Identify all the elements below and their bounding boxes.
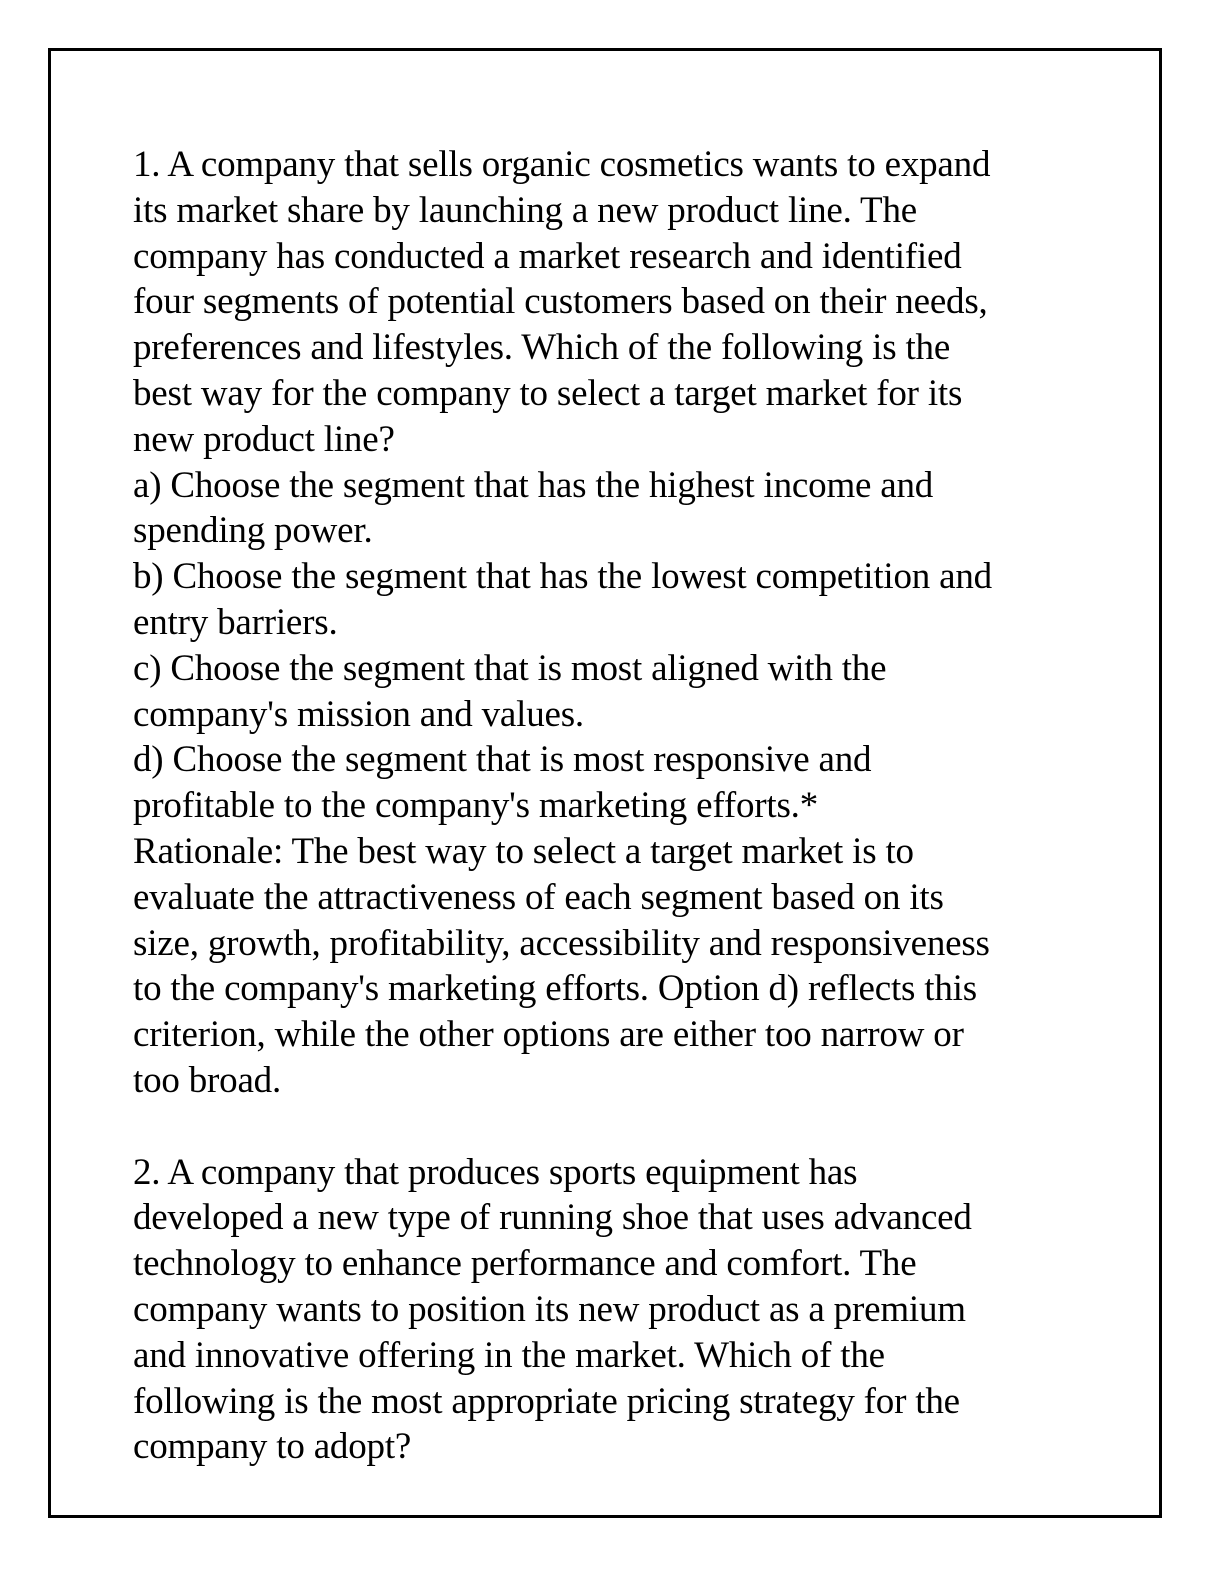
text-line: size, growth, profitability, accessibility and responsiveness xyxy=(133,922,990,964)
text-line: d) Choose the segment that is most responsive and xyxy=(133,739,872,781)
text-line: company to adopt? xyxy=(133,1426,412,1468)
text-line: Rationale: The best way to select a target market is to xyxy=(133,830,914,872)
text-line: four segments of potential customers based on their needs, xyxy=(133,281,988,323)
text-line: following is the most appropriate pricing strategy for the xyxy=(133,1380,960,1422)
text-line: and innovative offering in the market. Which of the xyxy=(133,1334,885,1376)
text-line: its market share by launching a new product line. The xyxy=(133,189,917,231)
question-1-option-b xyxy=(133,554,1078,646)
question-1-rationale xyxy=(133,829,1078,1104)
question-1-option-c xyxy=(133,646,1078,738)
question-1 xyxy=(133,142,1078,1104)
text-line: best way for the company to select a target market for its xyxy=(133,372,963,414)
text-line: criterion, while the other options are either too narrow or xyxy=(133,1014,964,1056)
question-1-stem xyxy=(133,142,1078,463)
text-line: profitable to the company's marketing efforts.* xyxy=(133,785,819,827)
question-1-option-a xyxy=(133,463,1078,555)
document-body xyxy=(133,142,1078,1470)
text-line: 1. A company that sells organic cosmetics wants to expand xyxy=(133,144,991,185)
text-line: new product line? xyxy=(133,418,395,460)
question-1-option-d xyxy=(133,737,1078,829)
text-line: c) Choose the segment that is most aligned with the xyxy=(133,647,887,689)
question-2 xyxy=(133,1150,1078,1471)
text-line: spending power. xyxy=(133,510,373,552)
text-line: company's mission and values. xyxy=(133,693,584,735)
text-line: b) Choose the segment that has the lowest competition and xyxy=(133,556,992,598)
text-line: preferences and lifestyles. Which of the following is the xyxy=(133,327,951,369)
text-line: technology to enhance performance and comfort. The xyxy=(133,1243,917,1285)
text-line: 2. A company that produces sports equipment has xyxy=(133,1151,858,1193)
text-line: a) Choose the segment that has the highest income and xyxy=(133,464,934,506)
text-line: company has conducted a market research and identified xyxy=(133,235,962,277)
text-line: entry barriers. xyxy=(133,601,338,643)
paragraph-gap xyxy=(133,1104,1078,1150)
text-line: developed a new type of running shoe that uses advanced xyxy=(133,1197,972,1239)
text-line: company wants to position its new product as a premium xyxy=(133,1288,966,1330)
question-2-stem xyxy=(133,1150,1078,1471)
text-line: to the company's marketing efforts. Option d) reflects this xyxy=(133,968,977,1010)
text-line: too broad. xyxy=(133,1059,282,1101)
text-line: evaluate the attractiveness of each segment based on its xyxy=(133,876,944,918)
